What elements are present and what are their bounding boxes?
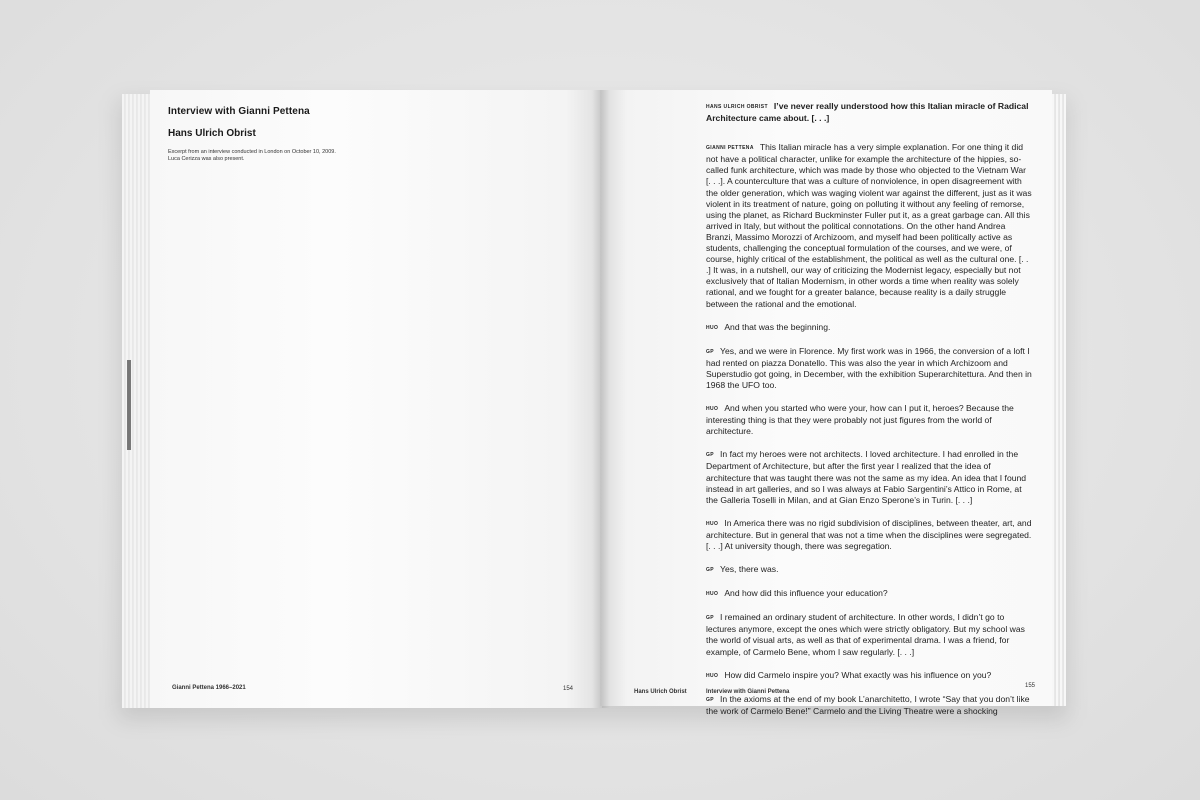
dialogue-text: This Italian miracle has a very simple explanation. For one thing it did not have a political character, unlike for example the architecture of the hippies, so-called funk architecture, which was made by those who objected to the Vietnam War [. . .]. A counterculture that was a culture of nonviolence, in open disagreement with the older generation, which was waging violent war against the different, just as it was violent in its treatment of nature, going on polluting it without any feeling of remorse, using the planet, as Richard Buckminster Fuller put it, as a great garbage can. All this arrived in Italy, but without the political connotations. On the other hand Andrea Branzi, Massimo Morozzi of Archizoom, and myself had been politically active as students, challenging the conceptual formulation of the courses, and we were, of course, highly critical of the establishment, the political as well as the cultural one. [. . .] It was, in a nutshell, our way of criticizing the Modernist legacy, especially but not exclusively that of Italian Modernism, in other words a time when reality was solely rational, and we fought for a greater balance, because reality is a daily struggle between the rational and the emotional. [706,142,1032,309]
speaker-label: GP [706,452,715,459]
dialogue-entry [706,694,1032,717]
note-line-2: Luca Cerizza was also present. [168,156,245,162]
speaker-label: GP [706,696,715,703]
dialogue-text: In fact my heroes were not architects. I loved architecture. I had enrolled in the Department of Architecture, but after the first year I realized that the idea of architecture that was taught there was not the same as my idea. An idea that I found instead in art galleries, and so I was always at Fabio Sargentini’s Attico in Rome, at the Galleria Toselli in Milan, and at Gian Enzo Sperone’s in Turin. [. . .] [706,449,1027,505]
dialogue-entry [706,346,1032,391]
dialogue-text: And how did this influence your education? [724,588,888,599]
dialogue-text: Yes, and we were in Florence. My first work was in 1966, the conversion of a loft I had rented on piazza Donatello. This was also the year in which Archizoom and Superstudio got going, in December, with the exhibition Superarchitettura. And then in 1968 the UFO too. [706,345,1032,390]
book-gutter [592,90,610,708]
speaker-label: HUO [706,324,719,331]
dialogue-entry [706,564,1032,576]
speaker-label: HANS ULRICH OBRIST [706,104,768,110]
dialogue-text: I remained an ordinary student of architecture. In other words, I didn’t go to lectures anymore, except the ones which were strictly obligatory. But my school was the world of visual arts, as well as that of experimental drama. I was a friend, for example, of Carmelo Bene, whom I saw regularly. [. . .] [706,612,1025,657]
left-page-note [168,149,388,163]
left-edge-mark [127,360,131,450]
dialogue-entry [706,101,1032,124]
speaker-label: HUO [706,591,719,598]
note-line-1: Excerpt from an interview conducted in London on October 10, 2009. [168,149,336,155]
dialogue-text: In the axioms at the end of my book L’anarchitetto, I wrote “Say that you don’t like the work of Carmelo Bene!” Carmelo and the Living Theatre were a shocking [706,693,1030,716]
dialogue-entry [706,322,1032,334]
dialogue-text: And when you started who were your, how can I put it, heroes? Because the interesting thing is that they were probably not just figures from the world of architecture. [706,403,1014,437]
right-page-number: 155 [1025,683,1036,689]
speaker-label: GP [706,567,715,574]
dialogue-entry [706,518,1032,552]
dialogue-entry [706,142,1032,309]
speaker-label: GP [706,348,715,355]
dialogue-entry [706,588,1032,600]
dialogue-entry [706,670,1032,682]
speaker-label: HUO [706,520,719,527]
left-page-number: 154 [563,686,574,692]
dialogue-text: And that was the beginning. [724,321,831,332]
left-page [150,90,602,708]
dialogue-text: I’ve never really understood how this Italian miracle of Radical Architecture came about. [. . .] [706,101,1029,124]
dialogue-entry [706,403,1032,437]
speaker-label: GIANNI PETTENA [706,145,754,152]
speaker-label: HUO [706,672,719,679]
left-page-author: Hans Ulrich Obrist [168,128,256,139]
interview-text [706,101,1032,729]
speaker-label: GP [706,615,715,622]
left-page-title: Interview with Gianni Pettena [168,106,310,117]
dialogue-text: Yes, there was. [720,564,779,575]
dialogue-text: How did Carmelo inspire you? What exactly was his influence on you? [724,669,992,680]
dialogue-text: In America there was no rigid subdivision of disciplines, between theater, art, and architecture. But in general that was not a time when the disciplines were segregated. [. . .] At university though, there was segregation. [706,517,1032,551]
left-running-footer: Gianni Pettena 1966–2021 [172,685,246,691]
dialogue-entry [706,449,1032,505]
right-running-footer-title: Interview with Gianni Pettena [706,689,790,695]
speaker-label: HUO [706,406,719,413]
right-running-footer-author: Hans Ulrich Obrist [634,689,687,695]
dialogue-entry [706,612,1032,657]
